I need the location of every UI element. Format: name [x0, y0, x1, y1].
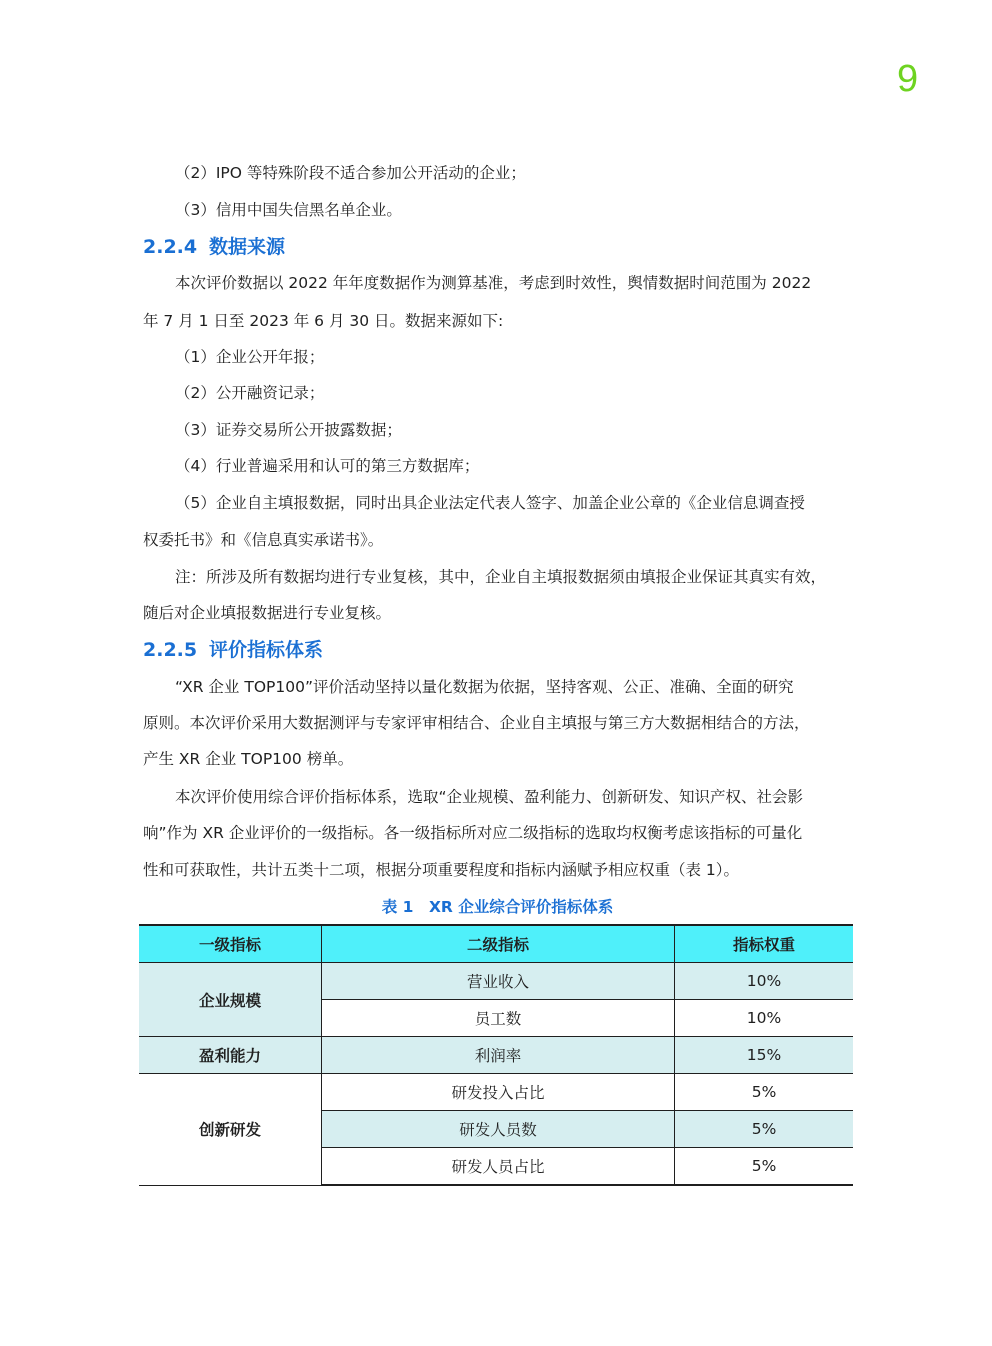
table-row: [139, 963, 853, 1000]
paragraph-line: 原则。本次评价采用大数据测评与专家评审相结合、企业自主填报与第三方大数据相结合的方法，: [143, 714, 810, 732]
weight-cell: 5%: [675, 1074, 854, 1111]
secondary-indicator-cell: 研发投入占比: [322, 1074, 675, 1111]
primary-indicator-cell: 盈利能力: [139, 1037, 322, 1074]
primary-indicator-cell: 企业规模: [139, 963, 322, 1037]
paragraph-line: 响”作为 XR 企业评价的一级指标。各一级指标所对应二级指标的选取均权衡考虑该指标的可量化: [143, 824, 803, 842]
column-header: 二级指标: [322, 925, 675, 963]
weight-cell: 10%: [675, 963, 854, 1000]
weight-cell: 5%: [675, 1111, 854, 1148]
list-item-continuation: 权委托书》和《信息真实承诺书》。: [143, 531, 384, 549]
secondary-indicator-cell: 研发人员数: [322, 1111, 675, 1148]
weight-cell: 15%: [675, 1037, 854, 1074]
table-caption: 表 1 XR 企业综合评价指标体系: [381, 898, 614, 916]
list-item: （2）IPO 等特殊阶段不适合参加公开活动的企业；: [175, 164, 526, 182]
note-line: 注：所涉及所有数据均进行专业复核，其中，企业自主填报数据须由填报企业保证其真实有效，: [175, 568, 827, 586]
metrics-table: [139, 924, 853, 1186]
section-heading-2-2-5: [143, 638, 323, 662]
note-line: 随后对企业填报数据进行专业复核。: [143, 604, 392, 622]
primary-indicator-cell: 创新研发: [139, 1074, 322, 1186]
list-item: （5）企业自主填报数据，同时出具企业法定代表人签字、加盖企业公章的《企业信息调查授: [175, 494, 805, 512]
secondary-indicator-cell: 研发人员占比: [322, 1148, 675, 1186]
paragraph-line: 本次评价数据以 2022 年年度数据作为测算基准，考虑到时效性，舆情数据时间范围为 2022: [175, 274, 812, 292]
column-header: 指标权重: [675, 925, 854, 963]
column-header: 一级指标: [139, 925, 322, 963]
secondary-indicator-cell: 利润率: [322, 1037, 675, 1074]
secondary-indicator-cell: 营业收入: [322, 963, 675, 1000]
section-title: 数据来源: [209, 236, 286, 258]
section-title: 评价指标体系: [209, 639, 324, 661]
secondary-indicator-cell: 员工数: [322, 1000, 675, 1037]
table-row: [139, 1074, 853, 1111]
list-item: （2）公开融资记录；: [175, 384, 325, 402]
list-item: （3）信用中国失信黑名单企业。: [175, 201, 402, 219]
section-number: 2.2.4: [143, 236, 198, 258]
paragraph-line: “XR 企业 TOP100”评价活动坚持以量化数据为依据，坚持客观、公正、准确、全面的研究: [175, 678, 794, 696]
weight-cell: 5%: [675, 1148, 854, 1186]
table-row: [139, 1037, 853, 1074]
list-item: （3）证券交易所公开披露数据；: [175, 421, 402, 439]
paragraph-line: 年 7 月 1 日至 2023 年 6 月 30 日。数据来源如下:: [143, 312, 504, 330]
list-item: （4）行业普遍采用和认可的第三方数据库；: [175, 457, 480, 475]
paragraph-line: 本次评价使用综合评价指标体系，选取“企业规模、盈利能力、创新研发、知识产权、社会影: [175, 788, 804, 806]
weight-cell: 10%: [675, 1000, 854, 1037]
section-number: 2.2.5: [143, 639, 198, 661]
paragraph-line: 产生 XR 企业 TOP100 榜单。: [143, 750, 354, 768]
paragraph-line: 性和可获取性，共计五类十二项，根据分项重要程度和指标内涵赋予相应权重（表 1）。: [143, 861, 740, 879]
section-heading-2-2-4: [143, 235, 285, 259]
page-number: 9: [897, 58, 919, 100]
table-header-row: [139, 925, 853, 963]
list-item: （1）企业公开年报；: [175, 348, 325, 366]
